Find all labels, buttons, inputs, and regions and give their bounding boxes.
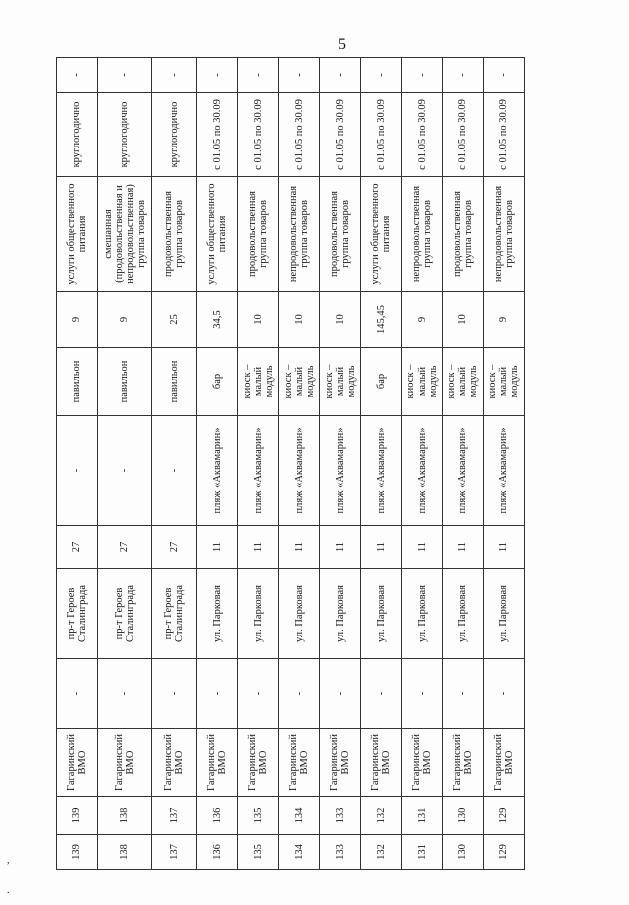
house-cell: 11 — [402, 526, 443, 569]
specialization-cell: услуги общественного питания — [361, 177, 402, 292]
specialization-cell: непродовольственная группа товаров — [483, 177, 524, 292]
dash-cell: - — [442, 659, 483, 729]
house-cell: 11 — [197, 526, 238, 569]
area-cell: 10 — [442, 292, 483, 348]
area-cell: 9 — [97, 292, 151, 348]
street-cell: ул. Парковая — [197, 569, 238, 659]
item-number-cell: 134 — [279, 797, 320, 835]
table-body — [57, 58, 525, 870]
last-cell: - — [238, 58, 279, 93]
place-cell: пляж «Аквамарин» — [442, 416, 483, 526]
dash-cell: - — [238, 659, 279, 729]
item-number-cell: 133 — [320, 797, 361, 835]
last-cell: - — [442, 58, 483, 93]
table-row — [402, 58, 443, 870]
table-row — [279, 58, 320, 870]
street-cell: ул. Парковая — [361, 569, 402, 659]
street-cell: ул. Парковая — [483, 569, 524, 659]
area-cell: 34,5 — [197, 292, 238, 348]
table-row — [238, 58, 279, 870]
period-cell: круглогодично — [97, 93, 151, 177]
district-cell: Гагаринский ВМО — [152, 729, 197, 797]
specialization-cell: продовольственная группа товаров — [442, 177, 483, 292]
period-cell: круглогодично — [152, 93, 197, 177]
specialization-cell: продовольственная группа товаров — [320, 177, 361, 292]
street-cell: пр-т Героев Сталинграда — [97, 569, 151, 659]
house-cell: 27 — [152, 526, 197, 569]
table-row — [442, 58, 483, 870]
item-number-cell: 131 — [402, 797, 443, 835]
period-cell: с 01.05 по 30.09 — [197, 93, 238, 177]
place-cell: пляж «Аквамарин» — [361, 416, 402, 526]
district-cell: Гагаринский ВМО — [442, 729, 483, 797]
period-cell: с 01.05 по 30.09 — [483, 93, 524, 177]
specialization-cell: непродовольственная группа товаров — [279, 177, 320, 292]
dash-cell: - — [97, 659, 151, 729]
object-type-cell: киоск – малый модуль — [320, 348, 361, 416]
dash-cell: - — [279, 659, 320, 729]
place-cell: пляж «Аквамарин» — [402, 416, 443, 526]
district-cell: Гагаринский ВМО — [361, 729, 402, 797]
table-wrapper — [56, 58, 525, 870]
period-cell: с 01.05 по 30.09 — [442, 93, 483, 177]
district-cell: Гагаринский ВМО — [57, 729, 98, 797]
margin-mark: . — [7, 885, 10, 896]
place-cell: - — [97, 416, 151, 526]
area-cell: 10 — [279, 292, 320, 348]
object-type-cell: киоск – малый модуль — [238, 348, 279, 416]
last-cell: - — [97, 58, 151, 93]
dash-cell: - — [320, 659, 361, 729]
specialization-cell: продовольственная группа товаров — [238, 177, 279, 292]
object-type-cell: павильон — [97, 348, 151, 416]
rotated-table-container — [56, 58, 525, 870]
trade-objects-table — [56, 57, 525, 870]
period-cell: с 01.05 по 30.09 — [361, 93, 402, 177]
object-type-cell: киоск – малый модуль — [442, 348, 483, 416]
specialization-cell: смешанная (продовольственная и непродовольственная) группа товаров — [97, 177, 151, 292]
row-number-cell: 134 — [279, 835, 320, 870]
house-cell: 11 — [483, 526, 524, 569]
dash-cell: - — [197, 659, 238, 729]
place-cell: пляж «Аквамарин» — [483, 416, 524, 526]
table-row — [320, 58, 361, 870]
area-cell: 9 — [483, 292, 524, 348]
specialization-cell: услуги общественного питания — [197, 177, 238, 292]
item-number-cell: 129 — [483, 797, 524, 835]
dash-cell: - — [152, 659, 197, 729]
item-number-cell: 139 — [57, 797, 98, 835]
item-number-cell: 130 — [442, 797, 483, 835]
place-cell: пляж «Аквамарин» — [320, 416, 361, 526]
last-cell: - — [197, 58, 238, 93]
district-cell: Гагаринский ВМО — [483, 729, 524, 797]
table-row — [361, 58, 402, 870]
dash-cell: - — [361, 659, 402, 729]
row-number-cell: 131 — [402, 835, 443, 870]
dash-cell: - — [402, 659, 443, 729]
street-cell: ул. Парковая — [320, 569, 361, 659]
object-type-cell: киоск – малый модуль — [279, 348, 320, 416]
last-cell: - — [320, 58, 361, 93]
house-cell: 11 — [442, 526, 483, 569]
item-number-cell: 135 — [238, 797, 279, 835]
area-cell: 25 — [152, 292, 197, 348]
house-cell: 11 — [279, 526, 320, 569]
period-cell: с 01.05 по 30.09 — [320, 93, 361, 177]
house-cell: 11 — [238, 526, 279, 569]
district-cell: Гагаринский ВМО — [279, 729, 320, 797]
object-type-cell: павильон — [57, 348, 98, 416]
place-cell: - — [57, 416, 98, 526]
area-cell: 9 — [402, 292, 443, 348]
table-row — [197, 58, 238, 870]
district-cell: Гагаринский ВМО — [97, 729, 151, 797]
area-cell: 10 — [238, 292, 279, 348]
street-cell: пр-т Героев Сталинграда — [57, 569, 98, 659]
place-cell: пляж «Аквамарин» — [238, 416, 279, 526]
object-type-cell: киоск – малый модуль — [402, 348, 443, 416]
district-cell: Гагаринский ВМО — [238, 729, 279, 797]
period-cell: с 01.05 по 30.09 — [402, 93, 443, 177]
last-cell: - — [279, 58, 320, 93]
house-cell: 27 — [57, 526, 98, 569]
period-cell: круглогодично — [57, 93, 98, 177]
district-cell: Гагаринский ВМО — [402, 729, 443, 797]
table-row — [57, 58, 98, 870]
place-cell: пляж «Аквамарин» — [197, 416, 238, 526]
table-row — [483, 58, 524, 870]
last-cell: - — [402, 58, 443, 93]
margin-mark: , — [7, 855, 10, 866]
table-row — [97, 58, 151, 870]
area-cell: 10 — [320, 292, 361, 348]
street-cell: ул. Парковая — [402, 569, 443, 659]
street-cell: ул. Парковая — [442, 569, 483, 659]
house-cell: 27 — [97, 526, 151, 569]
row-number-cell: 136 — [197, 835, 238, 870]
street-cell: пр-т Героев Сталинграда — [152, 569, 197, 659]
period-cell: с 01.05 по 30.09 — [279, 93, 320, 177]
specialization-cell: непродовольственная группа товаров — [402, 177, 443, 292]
row-number-cell: 138 — [97, 835, 151, 870]
table-row — [152, 58, 197, 870]
house-cell: 11 — [361, 526, 402, 569]
district-cell: Гагаринский ВМО — [197, 729, 238, 797]
item-number-cell: 132 — [361, 797, 402, 835]
last-cell: - — [57, 58, 98, 93]
street-cell: ул. Парковая — [279, 569, 320, 659]
row-number-cell: 135 — [238, 835, 279, 870]
dash-cell: - — [483, 659, 524, 729]
row-number-cell: 137 — [152, 835, 197, 870]
item-number-cell: 138 — [97, 797, 151, 835]
object-type-cell: бар — [197, 348, 238, 416]
street-cell: ул. Парковая — [238, 569, 279, 659]
row-number-cell: 129 — [483, 835, 524, 870]
object-type-cell: павильон — [152, 348, 197, 416]
last-cell: - — [483, 58, 524, 93]
district-cell: Гагаринский ВМО — [320, 729, 361, 797]
page-number: 5 — [338, 36, 346, 53]
object-type-cell: киоск – малый модуль — [483, 348, 524, 416]
specialization-cell: продовольственная группа товаров — [152, 177, 197, 292]
area-cell: 145,45 — [361, 292, 402, 348]
row-number-cell: 133 — [320, 835, 361, 870]
place-cell: - — [152, 416, 197, 526]
item-number-cell: 136 — [197, 797, 238, 835]
last-cell: - — [152, 58, 197, 93]
row-number-cell: 139 — [57, 835, 98, 870]
object-type-cell: бар — [361, 348, 402, 416]
row-number-cell: 132 — [361, 835, 402, 870]
last-cell: - — [361, 58, 402, 93]
house-cell: 11 — [320, 526, 361, 569]
item-number-cell: 137 — [152, 797, 197, 835]
area-cell: 9 — [57, 292, 98, 348]
place-cell: пляж «Аквамарин» — [279, 416, 320, 526]
period-cell: с 01.05 по 30.09 — [238, 93, 279, 177]
row-number-cell: 130 — [442, 835, 483, 870]
specialization-cell: услуги общественного питания — [57, 177, 98, 292]
dash-cell: - — [57, 659, 98, 729]
